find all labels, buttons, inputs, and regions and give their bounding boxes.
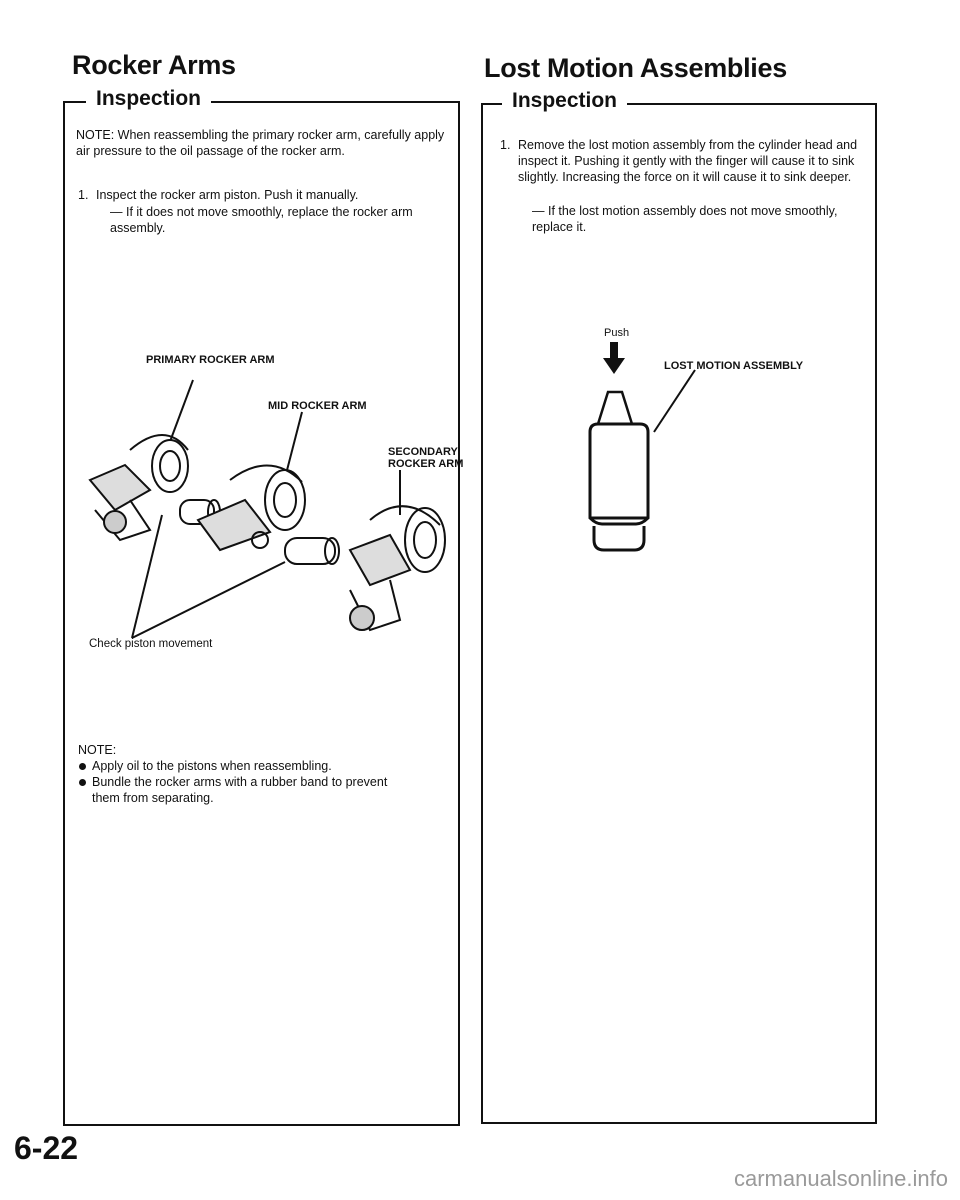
push-arrow-icon (603, 342, 625, 374)
right-frame (481, 103, 877, 1124)
left-step-text: Inspect the rocker arm piston. Push it manually. (96, 188, 359, 202)
left-note-2-list (78, 758, 418, 806)
left-note: NOTE: When reassembling the primary rocker arm, carefully apply air pressure to the oil passage of the rocker arm. (76, 128, 445, 158)
mid-leader-line (285, 412, 302, 478)
right-step-number: 1. (500, 138, 511, 152)
lost-motion-assembly-label: LOST MOTION ASSEMBLY (664, 360, 804, 372)
left-note-2-item: Apply oil to the pistons when reassembling. (78, 758, 418, 774)
primary-rocker-arm (90, 435, 188, 540)
left-section-heading: Inspection (86, 87, 211, 111)
primary-rocker-arm-label: PRIMARY ROCKER ARM (146, 354, 275, 366)
right-step-text: Remove the lost motion assembly from the cylinder head and inspect it. Pushing it gently with the finger will cause it to sink slightly. Increasing the force on it will cause it to sink deeper. (518, 138, 858, 184)
left-note-2-title: NOTE: (78, 743, 117, 757)
secondary-rocker-arm-label-2: ROCKER ARM (388, 458, 464, 470)
watermark: carmanualsonline.info (733, 1166, 948, 1191)
check-leader-line-2 (132, 562, 285, 638)
secondary-rocker-arm-label-1: SECONDARY (388, 446, 458, 458)
secondary-rocker-arm (350, 506, 445, 630)
lost-motion-illustration (580, 340, 740, 560)
right-title: Lost Motion Assemblies (484, 53, 787, 83)
left-title: Rocker Arms (72, 50, 236, 80)
check-piston-label: Check piston movement (89, 638, 213, 650)
piston-2 (285, 538, 339, 564)
left-step-subtext: — If it does not move smoothly, replace the rocker arm assembly. (110, 205, 413, 235)
left-note-2-item: Bundle the rocker arms with a rubber band to prevent them from separating. (78, 774, 418, 806)
lost-motion-assembly (590, 392, 648, 550)
right-step-subtext: — If the lost motion assembly does not move smoothly, replace it. (532, 204, 838, 234)
right-section-heading: Inspection (502, 89, 627, 113)
assembly-leader-line (654, 370, 695, 432)
mid-rocker-arm-label: MID ROCKER ARM (268, 400, 367, 412)
page-number: 6-22 (14, 1130, 79, 1166)
push-label: Push (604, 327, 630, 339)
left-step-number: 1. (78, 188, 89, 202)
